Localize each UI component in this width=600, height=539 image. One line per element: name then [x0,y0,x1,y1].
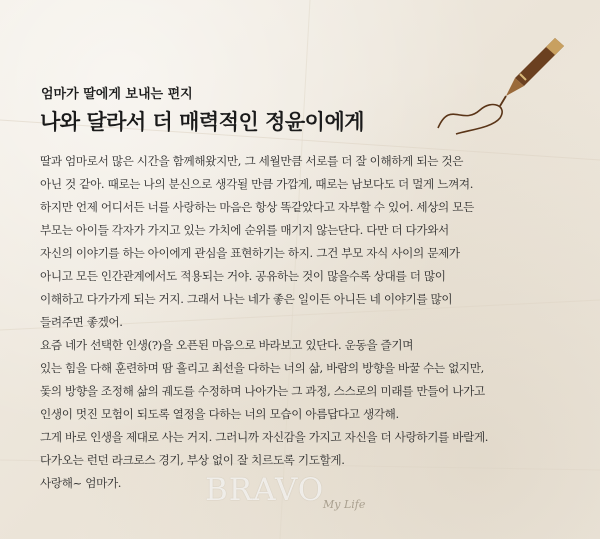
watermark-sub: My Life [323,498,366,511]
letter-line: 있는 힘을 다해 훈련하며 땀 흘리고 최선을 다하는 너의 삶, 바람의 방향을 바꿀 수는 없지만, [40,361,484,375]
letter-line: 아닌 것 같아. 때로는 나의 분신으로 생각될 만큼 가깝게, 때로는 남보다도 더 멀게 느껴져. [40,177,474,191]
letter-line: 아니고 모든 인간관계에서도 적용되는 거야. 공유하는 것이 많을수록 상대를 더 많이 [40,269,446,283]
title-prefix: 나와 달라서 더 매력적인 [40,110,266,134]
letter-line: 인생이 멋진 모험이 되도록 열정을 다하는 너의 모습이 아름답다고 생각해. [40,407,399,421]
letter-line: 부모는 아이들 각자가 가지고 있는 가치에 순위를 매기지 않는단다. 다만 더 다가와서 [40,223,449,237]
letter-title [40,106,364,136]
letter-line: 다가오는 런던 라크로스 경기, 부상 없이 잘 치르도록 기도할게. [40,453,345,467]
fountain-pen-icon [420,30,570,135]
letter-line: 들려주면 좋겠어. [40,315,123,329]
letter-line: 그게 바로 인생을 제대로 사는 거지. 그러니까 자신감을 가지고 자신을 더 사랑하기를 바랄게. [40,430,489,444]
letter-line: 딸과 엄마로서 많은 시간을 함께해왔지만, 그 세월만큼 서로를 더 잘 이해하게 되는 것은 [40,154,464,168]
letter-line: 자신의 이야기를 하는 아이에게 관심을 표현하기는 하지. 그건 부모 자식 사이의 문제가 [40,246,460,260]
recipient-name: 정윤이에게 [265,110,365,134]
letter-line: 하지만 언제 어디서든 너를 사랑하는 마음은 항상 똑같았다고 자부할 수 있어. 세상의 모든 [40,200,474,214]
letter-line: 요즘 네가 선택한 인생(?)을 오픈된 마음으로 바라보고 있단다. 운동을 즐기며 [40,338,414,352]
letter-line: 이해하고 다가가게 되는 거지. 그래서 나는 네가 좋은 일이든 아니든 네 이야기를 많이 [40,292,453,306]
letter-body [40,150,580,495]
letter-subtitle: 엄마가 딸에게 보내는 편지 [41,87,193,102]
watermark-main: BRAVO [205,472,325,508]
bravo-watermark [205,472,405,522]
letter-line: 돛의 방향을 조정해 삶의 궤도를 수정하며 나아가는 그 과정, 스스로의 미래를 만들어 나가고 [40,384,485,398]
letter-signature: 사랑해~ 엄마가. [40,476,122,490]
